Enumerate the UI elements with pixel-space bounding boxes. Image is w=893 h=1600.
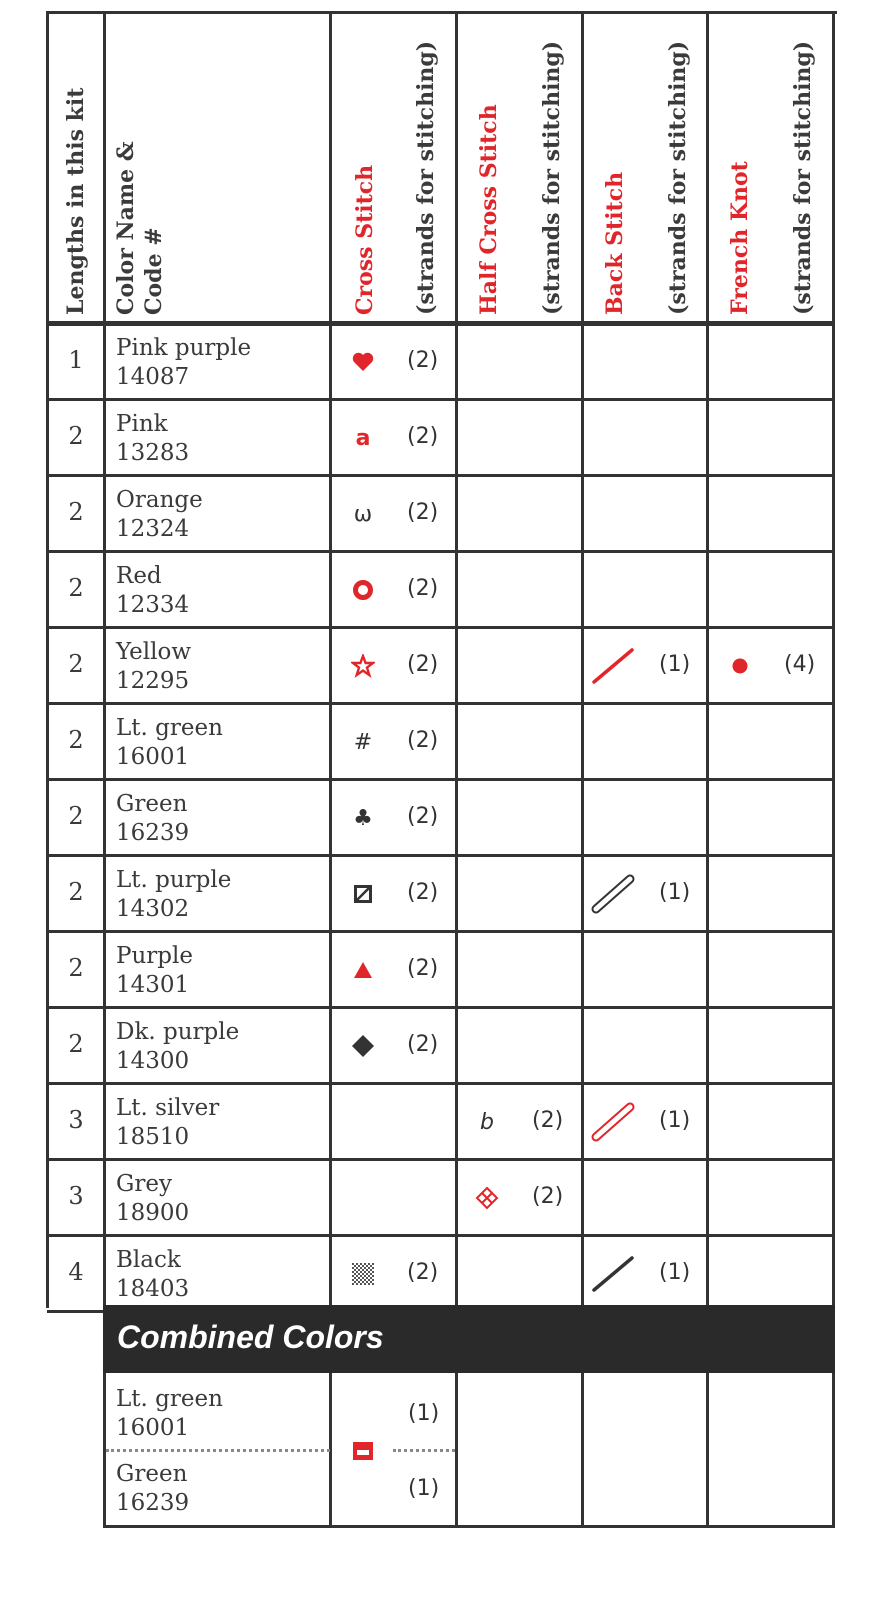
header-half-strands: (strands for stitching) [539, 40, 565, 315]
color-name: Purple [116, 943, 193, 969]
half-strands: (2) [532, 1108, 564, 1133]
checker-icon [348, 1253, 378, 1295]
table-top-border [47, 11, 837, 14]
lengths-cell: 3 [68, 1182, 84, 1210]
combined-divider [393, 1449, 455, 1452]
header-knot-strands: (strands for stitching) [790, 40, 816, 315]
color-cell [116, 638, 191, 696]
cross-strands: (2) [407, 956, 439, 981]
club-icon [348, 797, 378, 839]
color-name: Pink [116, 411, 168, 437]
letter-a-icon-glyph: a [355, 425, 371, 451]
cross-strands: (2) [407, 728, 439, 753]
lengths-cell: 1 [68, 346, 84, 374]
cross-strands: (2) [407, 880, 439, 905]
color-code: 18403 [116, 1276, 190, 1302]
color-cell [116, 714, 223, 772]
cross-strands: (2) [407, 348, 439, 373]
header-color-name-line1: Color Name & [113, 141, 139, 315]
combined-colors-title: Combined Colors [117, 1319, 384, 1355]
color-code: 14087 [116, 364, 190, 390]
header-half-cross-stitch: Half Cross Stitch [476, 104, 502, 315]
combined-colors-band [103, 1305, 835, 1373]
color-name: Lt. green [116, 715, 223, 741]
color-cell [116, 790, 189, 848]
lengths-cell: 2 [68, 422, 84, 450]
lengths-cell: 2 [68, 954, 84, 982]
omega-icon [348, 493, 378, 535]
combined-divider [106, 1449, 330, 1452]
combined-col-divider [455, 1373, 458, 1528]
combined-item [116, 1460, 189, 1518]
outline-bar-icon [590, 873, 636, 915]
cross-strands: (2) [407, 1032, 439, 1057]
club-icon-glyph: ♣ [353, 805, 373, 831]
knot-strands: (4) [784, 652, 816, 677]
color-name: Green [116, 791, 188, 817]
color-code: 16001 [116, 744, 190, 770]
lengths-cell: 2 [68, 802, 84, 830]
color-code: 12295 [116, 668, 190, 694]
lengths-cell: 2 [68, 726, 84, 754]
letter-a-icon [348, 417, 378, 459]
black-line-icon [590, 1253, 636, 1295]
back-strands: (1) [659, 880, 691, 905]
back-strands: (1) [659, 1260, 691, 1285]
color-cell [116, 1018, 239, 1076]
combined-item-code: 16001 [116, 1415, 190, 1441]
letter-b-icon-glyph: b [480, 1109, 494, 1135]
back-strands: (1) [659, 1108, 691, 1133]
half-strands: (2) [532, 1184, 564, 1209]
hash-icon [348, 721, 378, 763]
cross-strands: (2) [407, 1260, 439, 1285]
cross-strands: (2) [407, 804, 439, 829]
combined-item-name: Lt. green [116, 1386, 223, 1412]
color-cell [116, 942, 193, 1000]
lengths-cell: 4 [68, 1258, 84, 1286]
cross-strands: (2) [407, 424, 439, 449]
combined-bottom-border [103, 1525, 835, 1528]
color-code: 18900 [116, 1200, 190, 1226]
letter-b-icon [472, 1101, 502, 1143]
diamond-icon [348, 1025, 378, 1067]
lengths-cell: 2 [68, 574, 84, 602]
color-code: 12334 [116, 592, 190, 618]
cross-strands: (2) [407, 652, 439, 677]
back-strands: (1) [659, 652, 691, 677]
omega-icon-glyph: ω [353, 501, 373, 527]
color-cell [116, 410, 189, 468]
hash-icon-glyph: # [353, 729, 373, 755]
color-name: Grey [116, 1171, 172, 1197]
color-code: 13283 [116, 440, 190, 466]
color-cell [116, 562, 189, 620]
red-line-icon [590, 645, 636, 687]
combined-item-code: 16239 [116, 1490, 190, 1516]
color-name: Red [116, 563, 162, 589]
cross-strands: (2) [407, 576, 439, 601]
color-cell [116, 1170, 189, 1228]
header-back-strands: (strands for stitching) [665, 40, 691, 315]
header-french-knot: French Knot [727, 161, 753, 315]
ring-icon [348, 569, 378, 611]
color-code: 14301 [116, 972, 190, 998]
header-cross-strands: (strands for stitching) [413, 40, 439, 315]
header-cross-stitch: Cross Stitch [352, 164, 378, 315]
color-cell [116, 334, 251, 392]
color-name: Dk. purple [116, 1019, 240, 1045]
color-cell [116, 1246, 189, 1304]
red-box-icon [348, 1436, 378, 1466]
color-name: Yellow [116, 639, 192, 665]
heart-icon [348, 341, 378, 383]
combined-item [116, 1385, 223, 1443]
color-cell [116, 1094, 219, 1152]
lengths-cell: 2 [68, 878, 84, 906]
combined-strands: (1) [408, 1401, 440, 1426]
red-outline-bar-icon [590, 1101, 636, 1143]
lengths-cell: 2 [68, 498, 84, 526]
combined-item-name: Green [116, 1461, 188, 1487]
header-back-stitch: Back Stitch [602, 171, 628, 315]
quad-diamond-icon [472, 1177, 502, 1219]
color-code: 14300 [116, 1048, 190, 1074]
color-code: 14302 [116, 896, 190, 922]
color-code: 12324 [116, 516, 190, 542]
color-code: 18510 [116, 1124, 190, 1150]
header-color-name [112, 141, 168, 315]
color-name: Black [116, 1247, 181, 1273]
header-color-name-line2: Code # [141, 227, 167, 315]
lengths-cell: 2 [68, 650, 84, 678]
red-dot-icon [725, 645, 755, 687]
star-outline-icon [348, 645, 378, 687]
combined-col-divider [706, 1373, 709, 1528]
combined-strands: (1) [408, 1476, 440, 1501]
color-cell [116, 486, 203, 544]
color-name: Lt. purple [116, 867, 232, 893]
color-cell [116, 866, 231, 924]
header-lengths: Lengths in this kit [63, 87, 89, 315]
lengths-cell: 3 [68, 1106, 84, 1134]
lengths-cell: 2 [68, 1030, 84, 1058]
color-code: 16239 [116, 820, 190, 846]
color-name: Lt. silver [116, 1095, 220, 1121]
color-name: Pink purple [116, 335, 252, 361]
color-name: Orange [116, 487, 203, 513]
combined-col-divider [581, 1373, 584, 1528]
triangle-icon [348, 949, 378, 991]
slashed-square-icon [348, 873, 378, 915]
cross-strands: (2) [407, 500, 439, 525]
